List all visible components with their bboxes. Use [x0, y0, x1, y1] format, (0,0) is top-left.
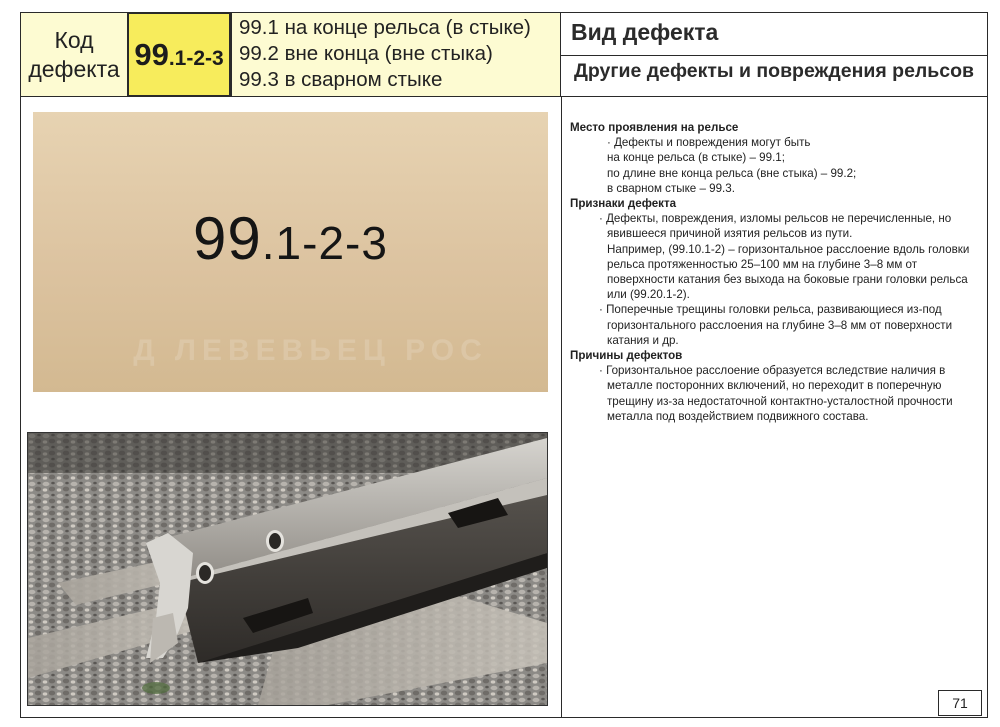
variant-item: 99.3 в сварном стыке [239, 68, 443, 91]
code-label: Код дефекта [28, 26, 120, 82]
signs-paragraph: · Дефекты, повреждения, изломы рельсов не перечисленные, но явившееся причиной изятия рельсов из пути. [599, 212, 952, 241]
signs-paragraph: · Поперечные трещины головки рельса, развивающиеся из-под горизонтального расслоения на глубине 3–8 мм от поверхности катания и др. [599, 303, 953, 347]
variant-item: 99.2 вне конца (вне стыка) [239, 42, 493, 65]
defect-title: Другие дефекты и повреждения рельсов [573, 60, 975, 82]
signs-example: Например, (99.10.1-2) – горизонтальное расслоение вдоль головки рельса протяженностью 25–100 мм на глубине 3–8 мм от поверхности катания без выхода на боковые грани головки рельса или (99.20.1-2). [607, 242, 970, 302]
column-divider [561, 97, 562, 717]
code-value-cell [127, 12, 231, 97]
page-number: 71 [938, 690, 982, 716]
section-heading-location: Место проявления на рельсе [570, 121, 739, 134]
defect-divider [561, 55, 987, 56]
code-photo [33, 112, 548, 392]
location-line: в сварном стыке – 99.3. [607, 181, 735, 195]
rail-illustration-svg [28, 433, 547, 705]
code-main: 99 [134, 36, 169, 72]
photo-code [33, 204, 548, 273]
location-line: · Дефекты и повреждения могут быть [607, 136, 811, 150]
section-heading-causes: Причины дефектов [570, 349, 683, 363]
photo-code-suffix: .1-2-3 [261, 217, 388, 269]
section-heading-signs: Признаки дефекта [570, 197, 677, 211]
defect-type-label: Вид дефекта [571, 19, 719, 45]
header-table [20, 12, 988, 97]
rail-illustration [27, 432, 548, 706]
location-line: по длине вне конца рельса (вне стыка) – 99.2; [607, 166, 857, 180]
code-suffix: .1-2-3 [168, 46, 224, 70]
location-line: на конце рельса (в стыке) – 99.1; [607, 151, 785, 165]
photo-code-main: 99 [193, 205, 262, 272]
code-label-cell [20, 12, 128, 97]
causes-paragraph: · Горизонтальное расслоение образуется вследствие наличия в металле посторонних включений, но переходит в поперечную трещину из-за недостаточной контактно-усталостной прочности металла под воздействием подвижного состава. [599, 364, 953, 423]
description-block [570, 120, 980, 424]
variants-cell [231, 12, 561, 97]
photo-watermark: Д ЛЕВЕВЬЕЦ РОС [133, 334, 488, 367]
variant-item: 99.1 на конце рельса (в стыке) [239, 16, 531, 39]
defect-cell [560, 12, 988, 97]
